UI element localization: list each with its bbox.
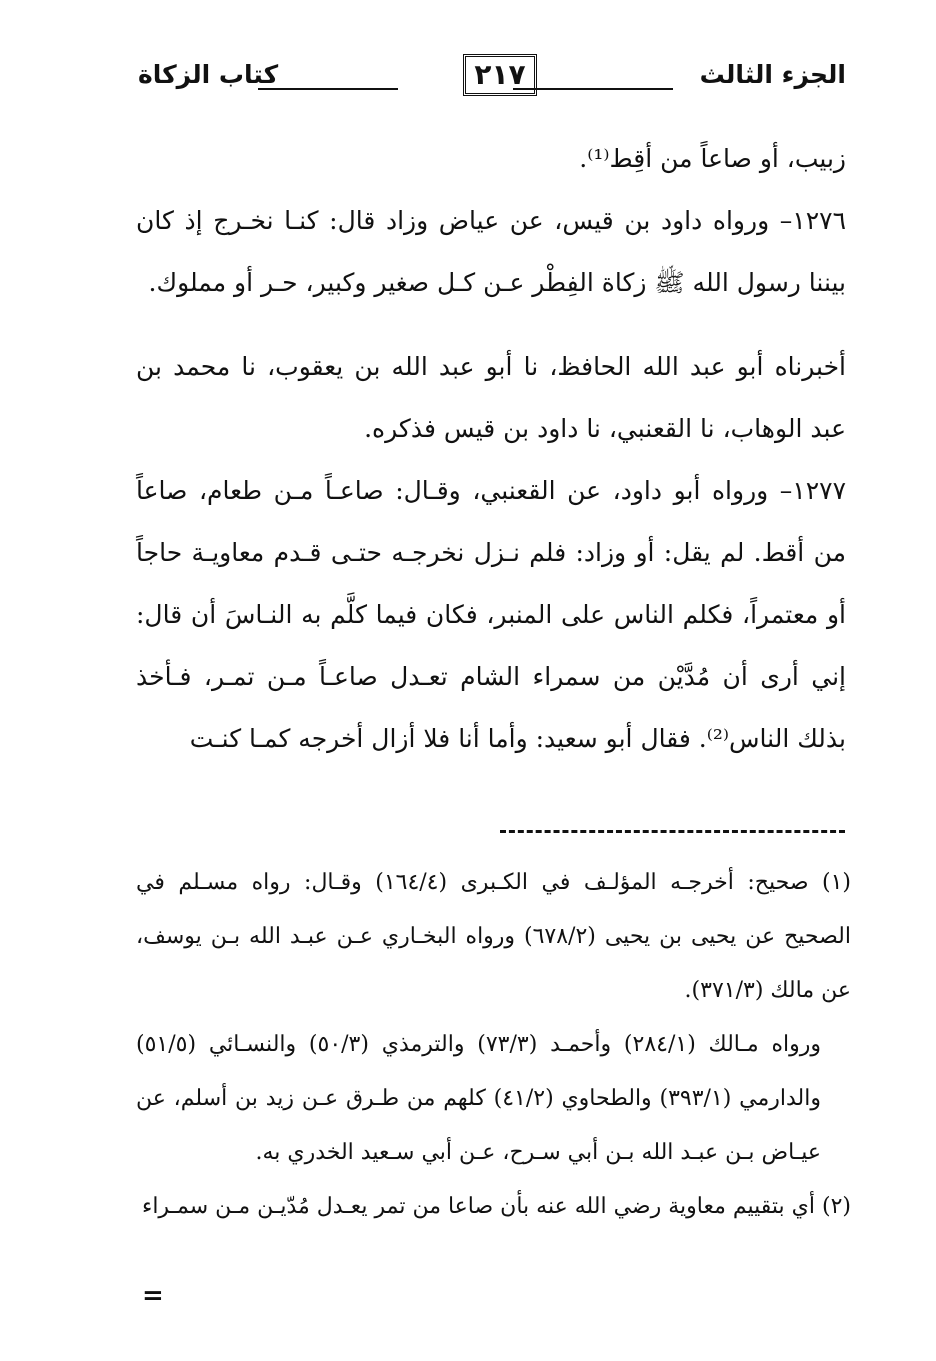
- chapter-title: كتاب الزكاة: [138, 60, 279, 89]
- volume-title: الجزء الثالث: [699, 60, 846, 89]
- hadith-1276: ١٢٧٦– ورواه داود بن قيس، عن عياض وزاد قال: كنـا نخـرج إذ كان بيننا رسول الله ﷺ زكاة الفِطْر عـن كـل صغير وكبير، حـر أو مملوك.: [136, 206, 846, 297]
- footnotes: [136, 856, 851, 1234]
- header-rule-right: [513, 88, 673, 90]
- isnad-paragraph: أخبرناه أبو عبد الله الحافظ، نا أبو عبد الله بن يعقوب، نا محمد بن عبد الوهاب، نا القعنبي، نا داود بن قيس فذكره.: [136, 352, 846, 443]
- paragraph-continuation: زبيب، أو صاعاً من أقِط⁽¹⁾.: [579, 144, 846, 173]
- continuation-mark: =: [142, 1281, 164, 1311]
- main-text: [136, 128, 846, 770]
- footnote-2: (٢) أي بتقييم معاوية رضي الله عنه بأن صاعا من تمر يعـدل مُدّيـن مـن سمـراء: [141, 1194, 851, 1219]
- hadith-1277: ١٢٧٧– ورواه أبو داود، عن القعنبي، وقـال: صاعـاً مـن طعام، صاعاً من أقط. لم يقل: أو وزاد: فلم نـزل نخرجـه حتـى قـدم معاويـة حاجاً أو معتمراً، فكلم الناس على المنبر، فكان فيما كلَّم به النـاسَ أن قال: إني أرى أن مُدَّيْن من سمراء الشام تعـدل صاعـاً مـن تمـر، فـأخذ بذلك الناس⁽²⁾. فقال أبو سعيد: وأما أنا فلا أزال أخرجه كمـا كنـت: [136, 476, 846, 753]
- page-number: ٢١٧: [463, 54, 537, 96]
- header-rule-left: [258, 88, 398, 90]
- footnote-1-continued: ورواه مـالك (٢٨٤/١) وأحمـد (٧٣/٣) والترمذي (٥٠/٣) والنسـائي (٥١/٥) والدارمي (٣٩٣/١) والطحاوي (٤١/٢) كلهم من طـرق عـن زيد بن أسلم، عن عيـاض بـن عبـد الله بـن أبي سـرح، عـن أبي سـعيد الخدري به.: [136, 1032, 822, 1165]
- running-header: [138, 52, 846, 102]
- footnote-separator: [500, 830, 845, 833]
- footnote-1: (١) صحيح: أخرجـه المؤلـف في الكـبرى (١٦٤/٤) وقـال: رواه مسـلم في الصحيح عن يحيى بن يحيى (٦٧٨/٢) ورواه البخـاري عـن عبـد الله بـن يوسف، عن مالك (٣٧١/٣).: [136, 870, 852, 1003]
